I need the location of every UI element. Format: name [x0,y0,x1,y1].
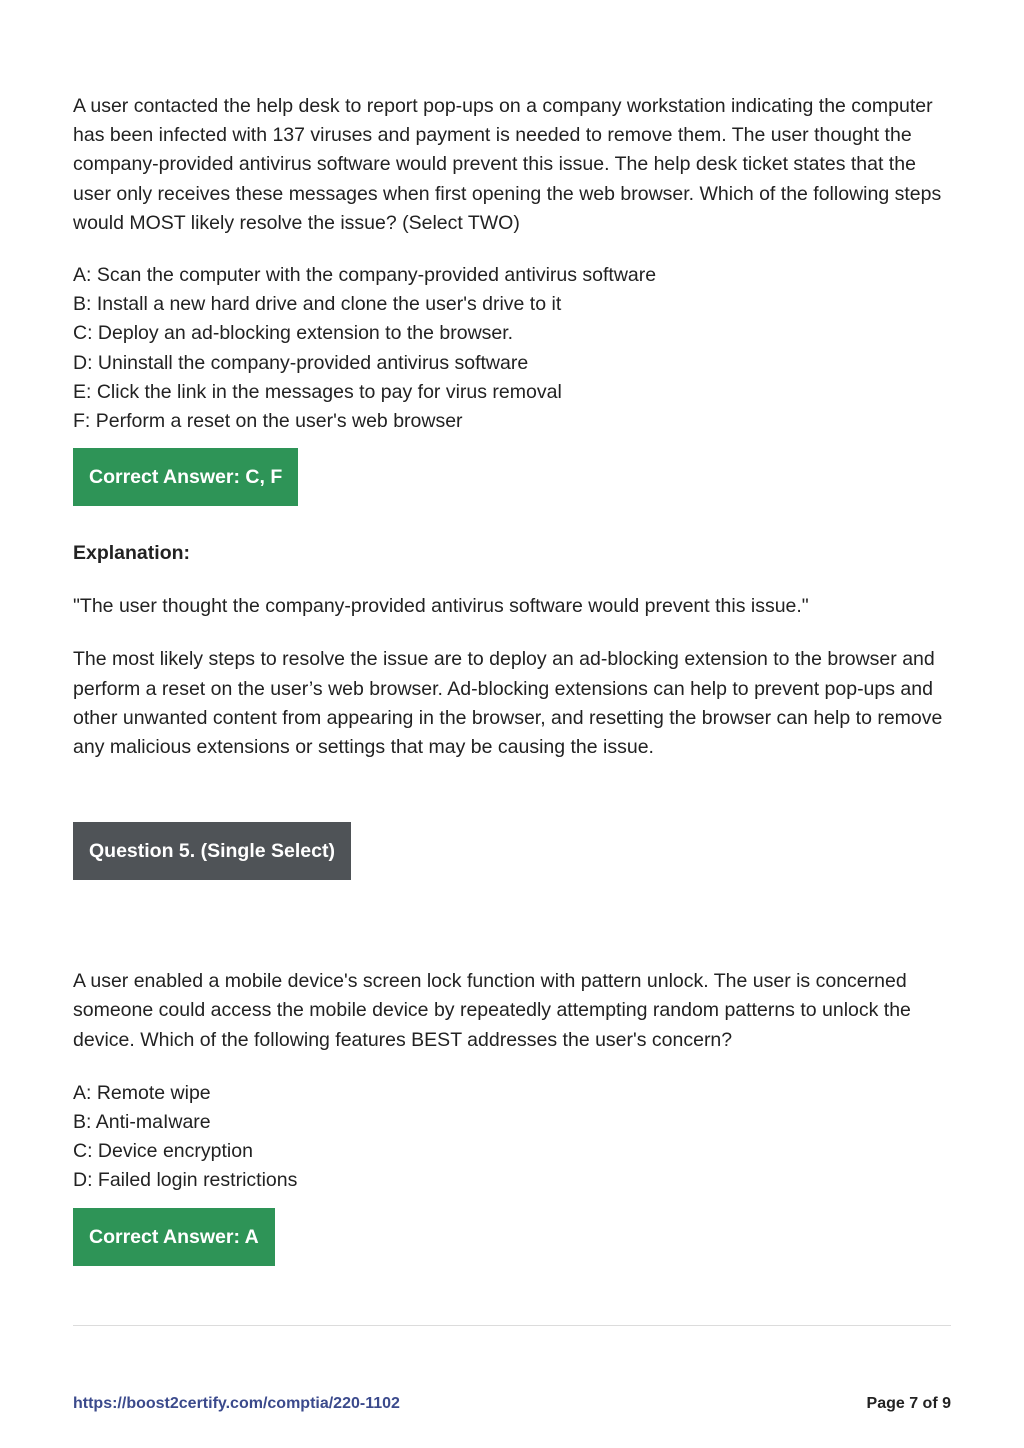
question-4-options [73,261,953,436]
page-number: Page 7 of 9 [866,1395,951,1412]
option-c: C: Deploy an ad-blocking extension to the browser. [73,322,514,345]
footer-url-link[interactable]: https://boost2certify.com/comptia/220-1102 [73,1395,400,1412]
option-f: F: Perform a reset on the user's web browser [73,410,463,433]
option-d: D: Failed login restrictions [73,1169,298,1192]
question-5-header: Question 5. (Single Select) [73,822,351,880]
explanation-label: Explanation: [73,542,191,565]
option-b: B: Anti-maIware [73,1111,211,1134]
correct-answer-badge: Correct Answer: C, F [73,448,298,506]
explanation-quote: "The user thought the company-provided antivirus software would prevent this issue." [73,595,809,618]
option-d: D: Uninstall the company-provided antivirus software [73,351,529,374]
explanation-body: The most likely steps to resolve the issue are to deploy an ad-blocking extension to the browser and perform a reset on the user’s web browser. Ad-blocking extensions can help to prevent pop-ups and other unwanted content from appearing in the browser, and resetting the browser can help to remove any malicious extensions or settings that may be causing the issue. [73,648,943,759]
option-b: B: Install a new hard drive and clone the user's drive to it [73,293,562,316]
question-5-text: A user enabled a mobile device's screen lock function with pattern unlock. The user is concerned someone could access the mobile device by repeatedly attempting random patterns to unlock the device. Which of the following features BEST addresses the user's concern? [73,970,911,1051]
option-c: C: Device encryption [73,1140,253,1163]
option-a: A: Scan the computer with the company-provided antivirus software [73,264,657,287]
correct-answer-badge-q5: Correct Answer: A [73,1208,275,1266]
option-e: E: Click the link in the messages to pay for virus removal [73,380,562,403]
option-a: A: Remote wipe [73,1081,211,1104]
document-content [73,92,953,1266]
footer-divider [73,1325,951,1326]
question-4-text: A user contacted the help desk to report pop-ups on a company workstation indicating the computer has been infected with 137 viruses and payment is needed to remove them. The user thought the company-provided antivirus software would prevent this issue. The help desk ticket states that the user only receives these messages when first opening the web browser. Which of the following steps would MOST likely resolve the issue? (Select TWO) [73,95,942,234]
question-5-options [73,1079,953,1196]
